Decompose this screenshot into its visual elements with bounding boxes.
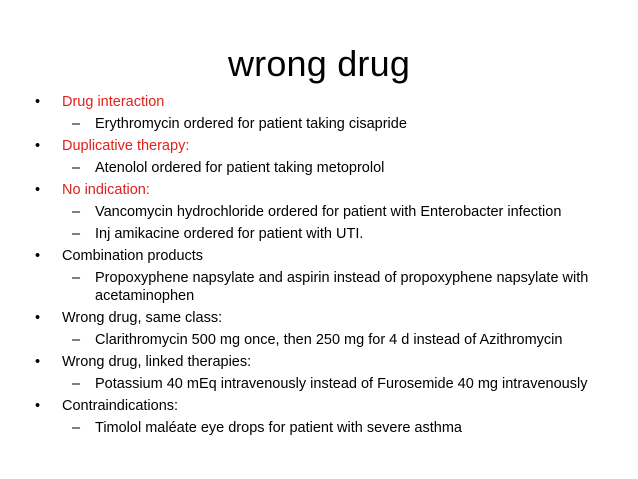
bullet-marker: •	[35, 248, 41, 264]
dash-marker: –	[72, 420, 81, 436]
sub-list	[0, 419, 638, 437]
bullet-marker: •	[35, 138, 41, 154]
sub-item	[0, 203, 638, 221]
sub-item	[0, 331, 638, 349]
bullet-item-combination-products	[0, 247, 638, 305]
bullet-item-wrong-drug-same-class	[0, 309, 638, 349]
bullet-label: Combination products	[62, 248, 204, 264]
sub-item	[0, 225, 638, 243]
dash-marker: –	[72, 332, 81, 348]
sub-item-text: Atenolol ordered for patient taking metoprolol	[95, 160, 385, 176]
sub-list	[0, 115, 638, 133]
sub-item-text: Vancomycin hydrochloride ordered for patient with Enterobacter infection	[95, 204, 562, 220]
dash-marker: –	[72, 160, 81, 176]
sub-list	[0, 331, 638, 349]
sub-item-text: Timolol maléate eye drops for patient with severe asthma	[95, 420, 462, 436]
sub-item	[0, 269, 638, 305]
bullet-marker: •	[35, 310, 41, 326]
bullet-label: Wrong drug, linked therapies:	[62, 354, 252, 370]
sub-item-text: Erythromycin ordered for patient taking cisapride	[95, 116, 407, 132]
sub-list	[0, 203, 638, 243]
dash-marker: –	[72, 270, 81, 286]
dash-marker: –	[72, 204, 81, 220]
bullet-item-drug-interaction	[0, 93, 638, 133]
bullet-label: Drug interaction	[62, 94, 165, 110]
sub-list	[0, 159, 638, 177]
bullet-marker: •	[35, 354, 41, 370]
dash-marker: –	[72, 116, 81, 132]
sub-list	[0, 375, 638, 393]
dash-marker: –	[72, 226, 81, 242]
bullet-marker: •	[35, 94, 41, 110]
bullet-item-no-indication	[0, 181, 638, 243]
sub-item	[0, 159, 638, 177]
bullet-list	[0, 93, 638, 441]
sub-list	[0, 269, 638, 305]
bullet-item-duplicative-therapy	[0, 137, 638, 177]
sub-item	[0, 115, 638, 133]
bullet-label: No indication:	[62, 182, 150, 198]
slide-title: wrong drug	[227, 43, 411, 84]
bullet-label: Contraindications:	[62, 398, 179, 414]
dash-marker: –	[72, 376, 81, 392]
bullet-item-wrong-drug-linked-therapies	[0, 353, 638, 393]
sub-item-text: Inj amikacine ordered for patient with UTI.	[95, 226, 364, 242]
sub-item-text: Clarithromycin 500 mg once, then 250 mg for 4 d instead of Azithromycin	[95, 332, 563, 348]
bullet-label: Duplicative therapy:	[62, 138, 190, 154]
bullet-marker: •	[35, 182, 41, 198]
sub-item-text: Potassium 40 mEq intravenously instead of Furosemide 40 mg intravenously	[95, 376, 588, 392]
bullet-label: Wrong drug, same class:	[62, 310, 223, 326]
bullet-marker: •	[35, 398, 41, 414]
sub-item	[0, 419, 638, 437]
sub-item-text: Propoxyphene napsylate and aspirin instead of propoxyphene napsylate with acetaminophen	[95, 270, 589, 304]
sub-item	[0, 375, 638, 393]
bullet-item-contraindications	[0, 397, 638, 437]
